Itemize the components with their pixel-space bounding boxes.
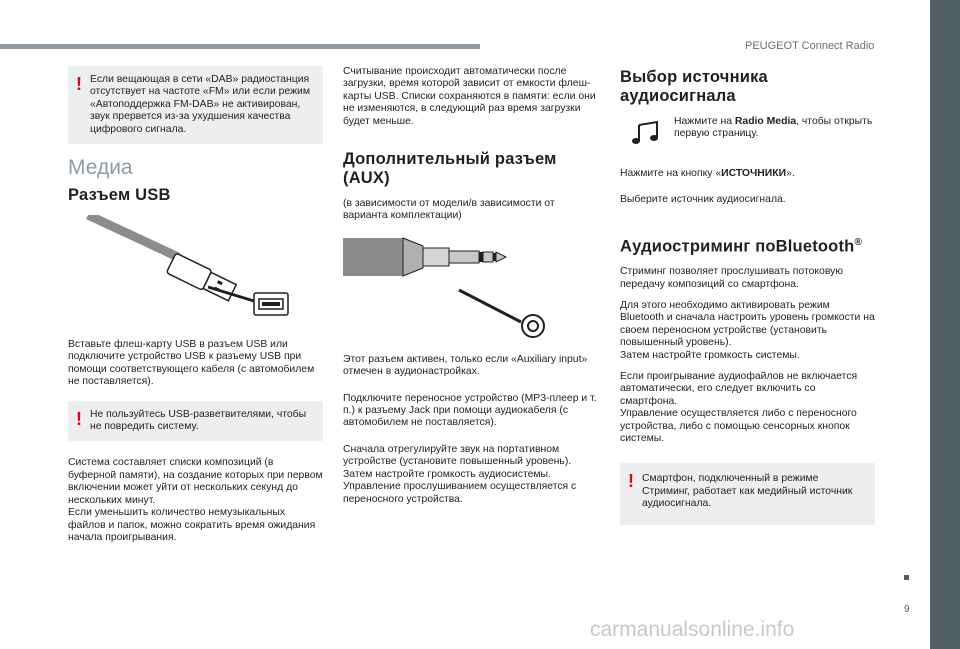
usb-text: Вставьте флеш-карту USB в разъем USB или подключите устройство USB к разъему USB при помощи соответствующего кабеля (с автомобилем не поставляется). [68,339,315,388]
aux-volume-text [343,444,598,506]
aux-heading: Дополнительный разъем (AUX) [343,150,557,188]
note-dab [68,66,323,144]
page-side-bar [930,0,960,649]
aux-subtitle: (в зависимости от модели/в зависимости от варианта комплектации) [343,198,555,222]
exclamation-icon: ! [76,74,82,94]
press-radio-media [674,116,875,141]
aux-illustration [343,232,598,342]
source-heading: Выбор источника аудиосигнала [620,68,768,105]
bt-steps [620,300,875,362]
note-dab-text: Если вещающая в сети «DAB» радиостанция отсутствует на частоте «FM» или если режим «Автоподдержка FM-DAB» не активирован, звук прервется из-за ухудшения качества цифрового сигнала. [90,74,310,135]
header-title: PEUGEOT Connect Radio [745,40,875,52]
bt-auto-2: Управление осуществляется либо с переносного устройства, либо с помощью сенсорных кнопок системы. [620,408,857,444]
aux-active-text: Этот разъем активен, только если «Auxiliary input» отмечен в аудионастройках. [343,353,588,378]
choose-source: Выберите источник аудиосигнала. [620,194,786,206]
note-usb-hub [68,401,323,442]
bt-text: Стриминг позволяет прослушивать потоковую передачу композиций со смартфона. [620,266,844,290]
column-2 [343,66,598,515]
press-sources [620,168,875,180]
usb-plug-icon [68,215,323,327]
media-heading: Медиа [68,156,133,180]
usb-illustration [68,215,323,327]
bt-heading [620,237,875,257]
press-prefix: Нажмите на [674,116,735,127]
usb-heading: Разъем USB [68,186,171,205]
bt-steps-1: Для этого необходимо активировать режим Bluetooth и сначала настроить уровень громкости на своем переносном устройстве (установить повышенный уровень). [620,299,875,349]
note-smartphone-text: Смартфон, подключенный в режиме Стриминг, работает как медийный источник аудиосигнала. [642,473,853,510]
bt-reg-mark: ® [854,236,863,248]
press-suffix: , чтобы открыть первую страницу. [674,116,873,140]
column-1 [68,66,323,553]
note-usb-hub-text: Не пользуйтесь USB-разветвителями, чтобы не повредить систему. [90,408,307,433]
jack-plug-icon [343,232,598,342]
note-smartphone [620,463,875,524]
playlist-text-1: Система составляет списки композиций (в буферной памяти), на создание которых при первом включении может уйти от нескольких секунд до нескольких минут. [68,457,323,506]
read-text: Считывание происходит автоматически после загрузки, время которой зависит от емкости флеш-карты USB. Списки сохраняются в памяти: если они не изменяются, в следующий раз время загрузки будет меньше. [343,66,596,127]
playlist-text-2: Если уменьшить количество немузыкальных файлов и папок, можно сократить время ожидания начала проигрывания. [68,507,316,543]
bt-heading-text: Аудиостриминг поBluetooth [620,237,855,256]
sources-label: ИСТОЧНИКИ [721,167,787,179]
aux-volume-1: Сначала отрегулируйте звук на портативном устройстве (установите повышенный уровень). [343,443,572,468]
page-marker [904,575,909,580]
playlist-text [68,457,323,544]
page-number: 9 [904,604,910,615]
column-3 [620,66,875,535]
aux-connect-text: Подключите переносное устройство (MP3-плеер и т. п.) к разъему Jack при помощи аудиокабеля (с автомобилем не поставляется). [343,392,597,429]
sources-prefix: Нажмите на кнопку « [620,167,722,179]
aux-volume-2: Затем настройте громкость аудиосистемы. [343,468,551,480]
exclamation-icon: ! [76,408,82,429]
header-rule [0,44,480,49]
music-note-icon [626,120,666,146]
bt-auto [620,371,875,445]
radio-media-label: Radio Media [734,116,797,127]
exclamation-icon: ! [628,471,634,492]
bt-auto-1: Если проигрывание аудиофайлов не включается автоматически, его следует включить со смартфона. [620,370,858,407]
bt-steps-2: Затем настройте громкость системы. [620,349,800,361]
watermark: carmanualsonline.info [590,618,795,641]
sources-suffix: ». [786,167,795,179]
radio-media-row [620,116,875,150]
aux-volume-3: Управление прослушиванием осуществляется с переносного устройства. [343,481,577,505]
